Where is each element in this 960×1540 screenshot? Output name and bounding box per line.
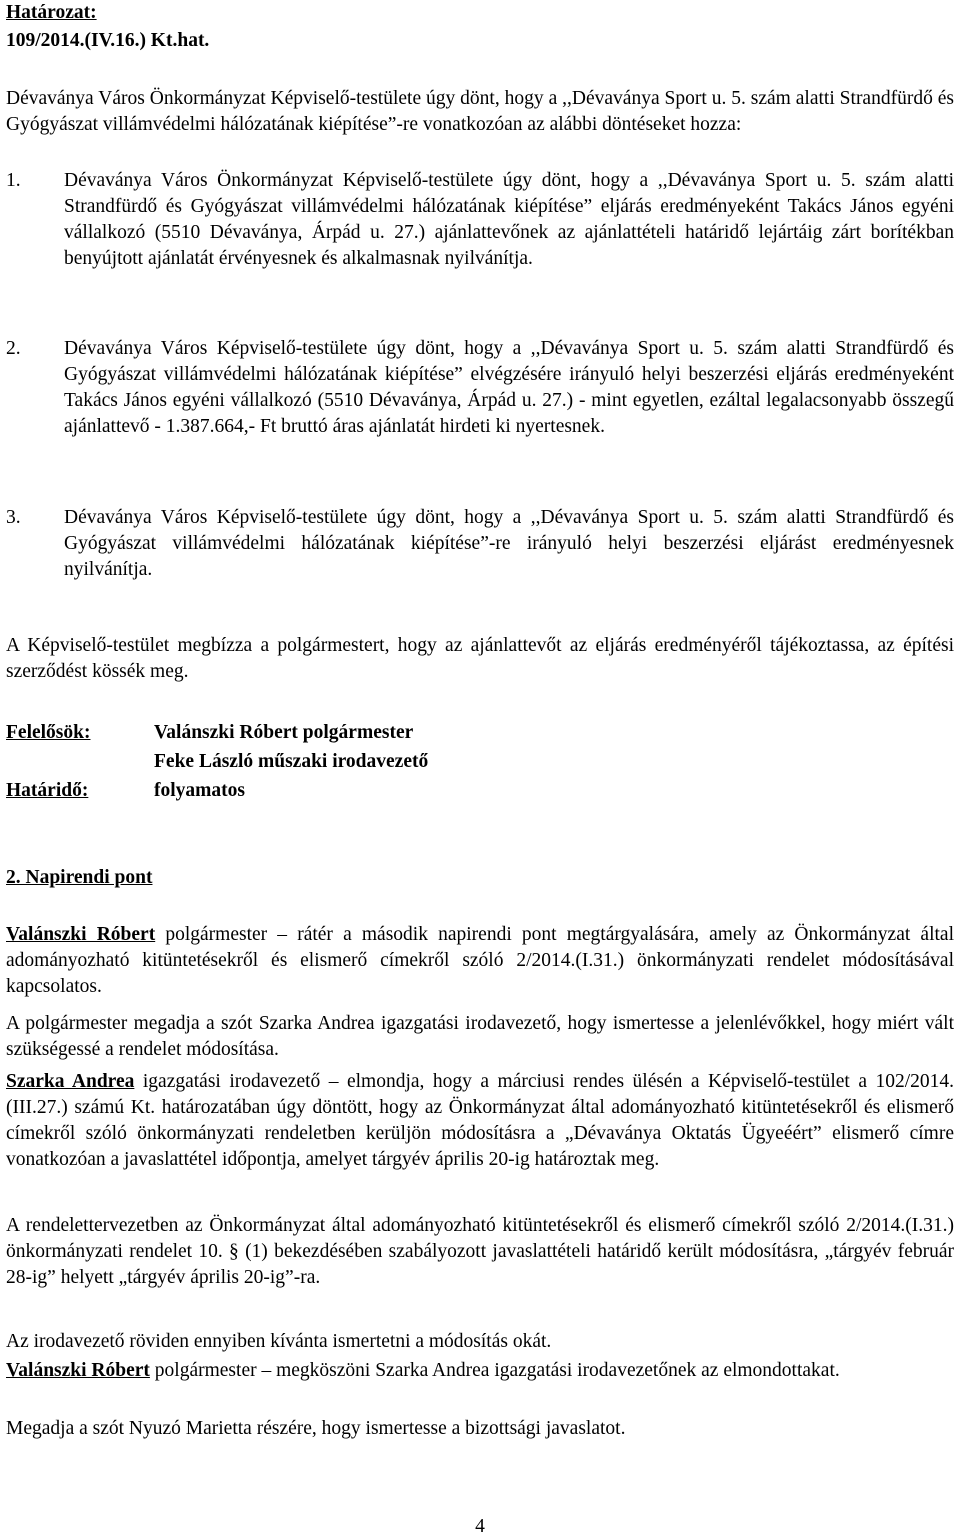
responsible-person-2: Feke László műszaki irodavezető: [154, 751, 429, 772]
item-number: 1.: [6, 170, 21, 191]
agenda-paragraph-5: Az irodavezető röviden ennyiben kívánta ismertetni a módosítás okát.: [6, 1331, 552, 1352]
responsible-label: Felelősök:: [6, 722, 91, 743]
agenda-paragraph-6: [6, 1358, 954, 1384]
agenda-paragraph-2: A polgármester megadja a szót Szarka Andrea igazgatási irodavezető, hogy ismertesse a jelenlévőkkel, hogy miért vált szükségessé a rendelet módosítása.: [6, 1013, 954, 1060]
item-number: 3.: [6, 507, 21, 528]
deadline-value: folyamatos: [154, 780, 245, 801]
page-number: 4: [475, 1516, 485, 1537]
agenda-paragraph-1: [6, 922, 954, 1000]
item-text: Dévaványa Város Önkormányzat Képviselő-testülete úgy dönt, hogy a ,,Dévaványa Sport u. 5. szám alatti Strandfürdő és Gyógyászat villámvédelmi hálózatának kiépítése” eljárás eredményeként Takács János egyéni vállalkozó (5510 Dévaványa, Árpád u. 27.) ajánlattevőnek az ajánlattételi határidő lejártáig zárt borítékban benyújtott ajánlatát érvényesnek és alkalmasnak nyilvánítja.: [64, 170, 954, 269]
resolution-item-1: [6, 168, 954, 272]
resolution-item-2: [6, 336, 954, 440]
paragraph-text: igazgatási irodavezető – elmondja, hogy a márciusi rendes ülésén a Képviselő-testület a 102/2014.(III.27.) számú Kt. határozatában úgy döntött, hogy az Önkormányzat által adományozható kitüntetésekről és elismerő címekről szóló önkormányzati rendeletben kerüljön módosításra a „Dévaványa Oktatás Ügyeéért” elismerő címre vonatkozóan a javaslattétel időpontja, amelyet tárgyév április 20-ig határoztak meg.: [6, 1071, 954, 1170]
resolution-intro: Dévaványa Város Önkormányzat Képviselő-testülete úgy dönt, hogy a ,,Dévaványa Sport u. 5. szám alatti Strandfürdő és Gyógyászat villámvédelmi hálózatának kiépítése”-re vonatkozóan az alábbi döntéseket hozza:: [6, 88, 954, 135]
deadline-label: Határidő:: [6, 780, 89, 801]
paragraph-text: polgármester – rátér a második napirendi pont megtárgyalására, amely az Önkormányzat által adományozható kitüntetésekről és elismerő címekről szóló 2/2014.(I.31.) önkormányzati rendelet módosításával kapcsolatos.: [6, 924, 954, 997]
item-text: Dévaványa Város Képviselő-testülete úgy dönt, hogy a ,,Dévaványa Sport u. 5. szám alatti Strandfürdő és Gyógyászat villámvédelmi hálózatának kiépítése”-re irányuló helyi beszerzési eljárást eredményesnek nyilvánítja.: [64, 507, 954, 580]
speaker-name: Valánszki Róbert: [6, 1360, 150, 1381]
agenda-heading: 2. Napirendi pont: [6, 867, 153, 888]
responsible-person-1: Valánszki Róbert polgármester: [154, 722, 414, 743]
agenda-paragraph-3: [6, 1069, 954, 1173]
paragraph-text: polgármester – megköszöni Szarka Andrea igazgatási irodavezetőnek az elmondottakat.: [149, 1360, 840, 1381]
item-text: Dévaványa Város Képviselő-testülete úgy dönt, hogy a ,,Dévaványa Sport u. 5. szám alatti Strandfürdő és Gyógyászat villámvédelmi hálózatának kiépítése” elvégzésére irányuló helyi beszerzési eljárás eredményeként Takács János egyéni vállalkozó (5510 Dévaványa, Árpád u. 27.) - mint egyetlen, ezáltal legalacsonyabb összegű ajánlattevő - 1.387.664,- Ft bruttó áras ajánlatát hirdeti ki nyertesnek.: [64, 338, 954, 437]
mandate-paragraph: A Képviselő-testület megbízza a polgármestert, hogy az ajánlattevőt az eljárás eredményéről tájékoztassa, az építési szerződést kössék meg.: [6, 635, 954, 682]
agenda-paragraph-7: Megadja a szót Nyuzó Marietta részére, hogy ismertesse a bizottsági javaslatot.: [6, 1418, 626, 1439]
resolution-item-3: [6, 505, 954, 583]
item-number: 2.: [6, 338, 21, 359]
agenda-paragraph-4: A rendelettervezetben az Önkormányzat által adományozható kitüntetésekről és elismerő címekről szóló 2/2014.(I.31.) önkormányzati rendelet 10. § (1) bekezdésében szabályozott javaslattételi határidő került módosításra, „tárgyév február 28-ig” helyett „tárgyév április 20-ig”-ra.: [6, 1215, 954, 1288]
speaker-name: Szarka Andrea: [6, 1071, 135, 1092]
resolution-number: 109/2014.(IV.16.) Kt.hat.: [6, 30, 210, 51]
speaker-name: Valánszki Róbert: [6, 924, 156, 945]
resolution-label: Határozat:: [6, 2, 97, 23]
